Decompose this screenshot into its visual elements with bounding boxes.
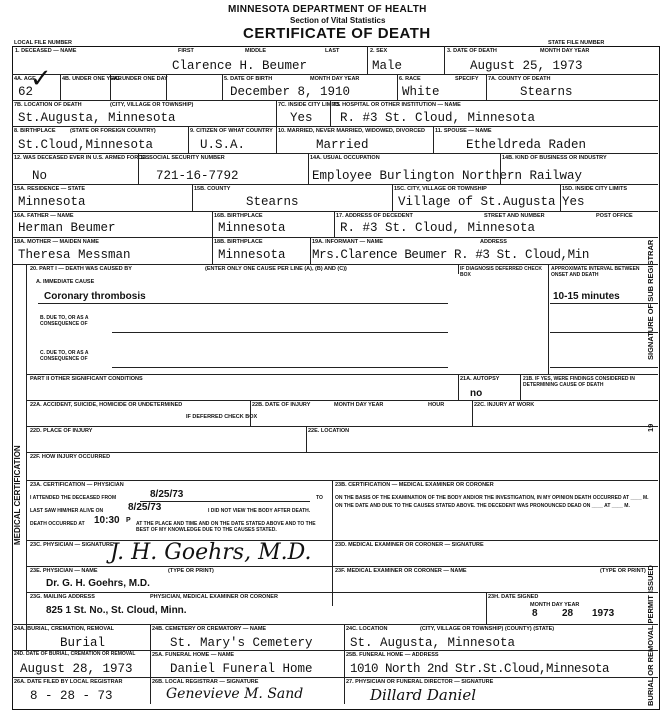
label-birthplace: 8. BIRTHPLACE — [14, 128, 56, 134]
label-burial-location: 24C. LOCATION — [346, 626, 388, 632]
label-accident-deferred: IF DEFERRED CHECK BOX — [186, 414, 258, 420]
label-cemetery: 24B. CEMETERY OR CREMATORY — NAME — [152, 626, 267, 632]
label-funeral-home: 25A. FUNERAL HOME — NAME — [152, 652, 235, 658]
label-first: FIRST — [178, 48, 194, 54]
label-age: 4A. AGE — [14, 76, 36, 82]
label-date-signed-mdy: MONTH DAY YEAR — [530, 602, 580, 608]
value-attended-from: 8/25/73 — [150, 489, 184, 500]
value-address: R. #3 St. Cloud, Minnesota — [340, 221, 536, 235]
page-title: CERTIFICATE OF DEATH — [243, 25, 431, 42]
label-did-not-view: I DID NOT VIEW THE BODY AFTER DEATH. — [208, 508, 311, 514]
label-address-po: POST OFFICE — [596, 213, 633, 219]
value-death-time-suffix: P — [126, 517, 131, 524]
value-phys-name: Dr. G. H. Goehrs, M.D. — [46, 578, 150, 589]
value-interval: 10-15 minutes — [553, 291, 620, 302]
value-cause-a: Coronary thrombosis — [44, 291, 146, 302]
value-deceased-name: Clarence H. Beumer — [172, 59, 308, 73]
value-burial-location: St. Augusta, Minnesota — [350, 636, 516, 650]
value-attended-to: 8/25/73 — [128, 502, 162, 513]
label-injury-location: 22E. LOCATION — [308, 428, 350, 434]
label-examiner-name-type: (TYPE OR PRINT) — [600, 568, 646, 574]
label-mother: 18A. MOTHER — MAIDEN NAME — [14, 239, 99, 245]
dept-heading: MINNESOTA DEPARTMENT OF HEALTH — [228, 4, 427, 15]
label-how-injury: 22F. HOW INJURY OCCURRED — [30, 454, 111, 460]
label-mailing-sub: PHYSICIAN, MEDICAL EXAMINER OR CORONER — [150, 594, 278, 600]
value-res-state: Minnesota — [18, 195, 86, 209]
value-father-birthplace: Minnesota — [218, 221, 286, 235]
value-ssn: 721-16-7792 — [156, 169, 239, 183]
label-armed-forces: 12. WAS DECEASED EVER IN U.S. ARMED FORCES — [14, 155, 150, 161]
label-father-birthplace: 16B. BIRTHPLACE — [214, 213, 263, 219]
value-occupation: Employee Burlington Northern Railway — [312, 169, 583, 183]
value-armed-forces: No — [32, 169, 48, 183]
label-examiner-name: 23F. MEDICAL EXAMINER OR CORONER — NAME — [335, 568, 467, 574]
value-hospital: R. #3 St. Cloud, Minnesota — [340, 111, 536, 125]
label-part1: 20. PART I — DEATH WAS CAUSED BY — [30, 266, 132, 272]
value-inside-limits: Yes — [290, 111, 313, 125]
label-registrar-signature: 26B. LOCAL REGISTRAR — SIGNATURE — [152, 679, 259, 685]
value-married: Married — [316, 138, 369, 152]
value-sex: Male — [372, 59, 403, 73]
label-attended-to: TO — [316, 495, 323, 501]
label-location-sub: (CITY, VILLAGE OR TOWNSHIP) — [110, 102, 194, 108]
label-birthplace-sub: (STATE OR FOREIGN COUNTRY) — [70, 128, 156, 134]
label-cert-examiner: 23B. CERTIFICATION — MEDICAL EXAMINER OR CORONER — [335, 482, 494, 488]
label-citizen: 9. CITIZEN OF WHAT COUNTRY — [190, 128, 273, 134]
label-father: 16A. FATHER — NAME — [14, 213, 74, 219]
label-mailing: 23G. MAILING ADDRESS — [30, 594, 95, 600]
label-date-signed: 23H. DATE SIGNED — [488, 594, 539, 600]
value-date-filed: 8 - 28 - 73 — [30, 689, 113, 703]
value-res-county: Stearns — [246, 195, 299, 209]
label-injury-at-work: 22C. INJURY AT WORK — [474, 402, 535, 408]
label-mother-birthplace: 18B. BIRTHPLACE — [214, 239, 263, 245]
label-burial-location-sub: (CITY, VILLAGE OR TOWNSHIP) (COUNTY) (STATE) — [420, 626, 555, 632]
label-inside-limits: 7C. INSIDE CITY LIMITS — [278, 102, 340, 108]
label-date-filed: 26A. DATE FILED BY LOCAL REGISTRAR — [14, 679, 123, 685]
label-res-inside: 15D. INSIDE CITY LIMITS — [562, 186, 627, 192]
label-burial-date: 24D. DATE OF BURIAL, CREMATION OR REMOVAL — [14, 651, 136, 657]
label-business: 14B. KIND OF BUSINESS OR INDUSTRY — [502, 155, 607, 161]
value-signed-day: 28 — [562, 608, 574, 619]
label-cert-physician: 23A. CERTIFICATION — PHYSICIAN — [30, 482, 124, 488]
label-phys-signature: 23C. PHYSICIAN — SIGNATURE — [30, 542, 114, 548]
value-spouse: Etheldreda Raden — [466, 138, 587, 152]
label-interval: APPROXIMATE INTERVAL BETWEEN ONSET AND DEATH — [551, 266, 640, 278]
value-mother: Theresa Messman — [18, 248, 131, 262]
value-registrar-signature: Genevieve M. Sand — [166, 686, 304, 702]
label-occupation: 14A. USUAL OCCUPATION — [310, 155, 380, 161]
value-birthplace: St.Cloud,Minnesota — [18, 138, 154, 152]
value-death-time: 10:30 — [94, 515, 120, 526]
value-funeral-home: Daniel Funeral Home — [170, 662, 313, 676]
label-date-of-injury: 22B. DATE OF INJURY — [252, 402, 311, 408]
label-dob: 5. DATE OF BIRTH — [224, 76, 273, 82]
value-autopsy: no — [470, 388, 483, 399]
label-race: 6. RACE — [399, 76, 421, 82]
label-findings: 21B. IF YES, WERE FINDINGS CONSIDERED IN DETERMINING CAUSE OF DEATH — [523, 376, 635, 388]
local-file-label: LOCAL FILE NUMBER — [14, 40, 72, 46]
label-dob-mdy: MONTH DAY YEAR — [310, 76, 360, 82]
side-label-subregistrar: SIGNATURE OF SUB REGISTRAR — [646, 239, 655, 360]
label-phys-name-type: (TYPE OR PRINT) — [168, 568, 214, 574]
value-informant: Mrs.Clarence Beumer R. #3 St. Cloud,Min — [312, 248, 589, 262]
label-part2: PART II OTHER SIGNIFICANT CONDITIONS — [30, 376, 143, 382]
label-dod-mdy: MONTH DAY YEAR — [540, 48, 590, 54]
value-burial-type: Burial — [60, 636, 106, 650]
label-cause-c: C. DUE TO, OR AS A CONSEQUENCE OF — [40, 350, 89, 362]
value-mailing: 825 1 St. No., St. Cloud, Minn. — [46, 605, 187, 616]
label-funeral-address: 25B. FUNERAL HOME — ADDRESS — [346, 652, 439, 658]
label-race-specify: SPECIFY — [455, 76, 479, 82]
value-location-of-death: St.Augusta, Minnesota — [18, 111, 176, 125]
state-file-label: STATE FILE NUMBER — [548, 40, 605, 46]
label-informant: 19A. INFORMANT — NAME — [312, 239, 383, 245]
value-mother-birthplace: Minnesota — [218, 248, 286, 262]
value-signed-month: 8 — [532, 608, 538, 619]
label-date-of-death: 3. DATE OF DEATH — [447, 48, 497, 54]
value-res-city: Village of St.Augusta — [398, 195, 556, 209]
value-citizen: U.S.A. — [200, 138, 246, 152]
value-dob: December 8, 1910 — [230, 85, 351, 99]
value-res-inside: Yes — [562, 195, 585, 209]
value-county-of-death: Stearns — [520, 85, 573, 99]
label-spouse: 11. SPOUSE — NAME — [435, 128, 492, 134]
label-last-saw: LAST SAW HIM/HER ALIVE ON — [30, 508, 104, 514]
label-death-occurred: DEATH OCCURRED AT — [30, 521, 85, 527]
label-address: 17. ADDRESS OF DECEDENT — [336, 213, 413, 219]
label-res-county: 15B. COUNTY — [194, 186, 231, 192]
label-address-sub: STREET AND NUMBER — [484, 213, 545, 219]
value-race: White — [402, 85, 440, 99]
label-county-of-death: 7A. COUNTY OF DEATH — [488, 76, 551, 82]
value-phys-signature: J. H. Goehrs, M.D. — [110, 540, 312, 565]
label-res-city: 15C. CITY, VILLAGE OR TOWNSHIP — [394, 186, 487, 192]
label-ssn: 13. SOCIAL SECURITY NUMBER — [140, 155, 225, 161]
label-accident: 22A. ACCIDENT, SUICIDE, HOMICIDE OR UNDETERMINED — [30, 402, 183, 408]
label-place-of-injury: 22D. PLACE OF INJURY — [30, 428, 93, 434]
label-middle: MIDDLE — [245, 48, 267, 54]
label-examiner-statement: ON THE BASIS OF THE EXAMINATION OF THE BODY AND/OR THE INVESTIGATION, IN MY OPINION DEATH OCCURRED AT ____ M. ON THE DATE AND DUE TO THE CAUSES STATED ABOVE. THE DECEDENT WAS PRONOUNCED DEAD ON ____ AT ____ M. — [335, 495, 649, 509]
value-father: Herman Beumer — [18, 221, 116, 235]
label-married: 10. MARRIED, NEVER MARRIED, WIDOWED, DIVORCED — [278, 128, 425, 134]
label-phys-name: 23E. PHYSICIAN — NAME — [30, 568, 98, 574]
label-cause-a: A. IMMEDIATE CAUSE — [36, 279, 95, 285]
label-injury-hour: HOUR — [428, 402, 445, 408]
label-res-state: 15A. RESIDENCE — STATE — [14, 186, 86, 192]
label-sex: 2. SEX — [370, 48, 388, 54]
value-director-signature: Dillard Daniel — [370, 686, 477, 704]
label-burial-type: 24A. BURIAL, CREMATION, REMOVAL — [14, 626, 115, 632]
value-cemetery: St. Mary's Cemetery — [170, 636, 313, 650]
side-label-permit: BURIAL OR REMOVAL PERMIT ISSUED — [646, 565, 655, 706]
label-director-signature: 27. PHYSICIAN OR FUNERAL DIRECTOR — SIGNATURE — [346, 679, 494, 685]
label-location-of-death: 7B. LOCATION OF DEATH — [14, 102, 82, 108]
label-informant-address: ADDRESS — [480, 239, 507, 245]
label-hospital: 7D. HOSPITAL OR OTHER INSTITUTION — NAME — [332, 102, 461, 108]
label-certify-statement: AT THE PLACE AND TIME AND ON THE DATE STATED ABOVE AND TO THE BEST OF MY KNOWLEDGE DUE TO THE CAUSES STATED. — [136, 521, 316, 533]
section-heading: Section of Vital Statistics — [290, 16, 386, 25]
age-check-mark: ✓ — [30, 64, 52, 94]
label-part1-sub: (ENTER ONLY ONE CAUSE PER LINE (A), (B) AND (C)) — [205, 266, 347, 272]
value-date-of-death: August 25, 1973 — [470, 59, 583, 73]
label-diag-deferred: IF DIAGNOSIS DEFERRED CHECK BOX — [460, 266, 542, 278]
label-deceased-name: 1. DECEASED — NAME — [15, 48, 77, 54]
value-burial-date: August 28, 1973 — [20, 662, 133, 676]
side-label-medical: MEDICAL CERTIFICATION — [13, 445, 22, 545]
label-attended-from: I ATTENDED THE DECEASED FROM — [30, 495, 117, 501]
value-funeral-address: 1010 North 2nd Str.St.Cloud,Minnesota — [350, 662, 610, 676]
label-last: LAST — [325, 48, 340, 54]
label-cause-b: B. DUE TO, OR AS A CONSEQUENCE OF — [40, 315, 89, 327]
value-age: 62 — [18, 85, 34, 99]
label-autopsy: 21A. AUTOPSY — [460, 376, 500, 382]
label-under-year: 4B. UNDER ONE YEAR — [62, 76, 122, 82]
side-label-19: 19 — [646, 423, 655, 432]
label-injury-mdy: MONTH DAY YEAR — [334, 402, 384, 408]
label-under-day: 4C. UNDER ONE DAY — [112, 76, 168, 82]
value-signed-year: 1973 — [592, 608, 615, 619]
label-examiner-signature: 23D. MEDICAL EXAMINER OR CORONER — SIGNATURE — [335, 542, 484, 548]
